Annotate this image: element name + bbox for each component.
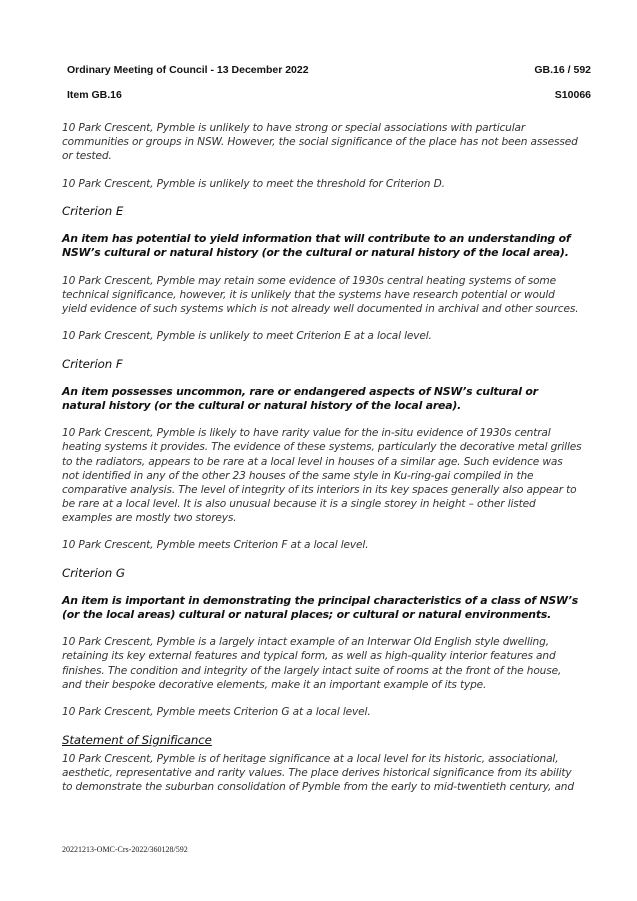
footer-reference: 20221213-OMC-Crs-2022/360128/592 <box>62 845 188 854</box>
paragraph-criterion-d-conclusion: 10 Park Crescent, Pymble is unlikely to meet the threshold for Criterion D. <box>62 177 445 190</box>
criterion-g-heading: Criterion G <box>62 566 125 581</box>
criterion-e-description: An item has potential to yield information that will contribute to an understanding of NSW’s cultural or natural history (or the cultural or natural history of the local area). <box>62 231 571 260</box>
document-body <box>62 121 582 808</box>
paragraph-criterion-f-conclusion: 10 Park Crescent, Pymble meets Criterion F at a local level. <box>62 539 369 552</box>
statement-of-significance-heading: Statement of Significance <box>62 732 212 747</box>
item-label: Item GB.16 <box>67 89 122 101</box>
paragraph-social-significance: 10 Park Crescent, Pymble is unlikely to have strong or special associations with particular communities or groups in NSW. However, the social significance of the place has not been assessed or tested. <box>62 122 578 163</box>
paragraph-criterion-g-assessment: 10 Park Crescent, Pymble is a largely intact example of an Interwar Old English style dwelling, retaining its key external features and typical form, as well as high-quality interior features and finishes. The condition and integrity of the largely intact suite of rooms at the front of the house, and their bespoke decorative elements, make it an important example of its type. <box>62 636 562 691</box>
criterion-f-description: An item possesses uncommon, rare or endangered aspects of NSW’s cultural or natural history (or the cultural or natural history of the local area). <box>62 384 538 412</box>
paragraph-statement-of-significance: 10 Park Crescent, Pymble is of heritage significance at a local level for its historic, associational, aesthetic, representative and rarity values. The place derives historical significance from its ability to demonstrate the suburban consolidation of Pymble from the early to mid-twentieth century, and <box>62 752 574 794</box>
paragraph-criterion-e-assessment: 10 Park Crescent, Pymble may retain some evidence of 1930s central heating systems of some technical significance, however, it is unlikely that the systems have research potential or would yield evidence of such systems which is not already well documented in archival and other sources. <box>62 274 579 315</box>
paragraph-criterion-e-conclusion: 10 Park Crescent, Pymble is unlikely to meet Criterion E at a local level. <box>62 330 432 343</box>
document-code: S10066 <box>554 89 591 101</box>
paragraph-criterion-g-conclusion: 10 Park Crescent, Pymble meets Criterion G at a local level. <box>62 706 371 719</box>
page-reference: GB.16 / 592 <box>534 64 591 76</box>
criterion-g-description: An item is important in demonstrating the principal characteristics of a class of NSW’s (or the local areas) cultural or natural places; or cultural or natural environments. <box>62 593 579 621</box>
criterion-f-heading: Criterion F <box>62 357 123 372</box>
meeting-title: Ordinary Meeting of Council - 13 December 2022 <box>67 64 309 76</box>
criterion-e-heading: Criterion E <box>62 204 124 219</box>
paragraph-criterion-f-assessment: 10 Park Crescent, Pymble is likely to have rarity value for the in-situ evidence of 1930s central heating systems it provides. The evidence of these systems, particularly the decorative metal grilles to the radiators, appears to be rare at a local level in houses of a similar age. Such evidence was not identified in any of the other 23 houses of the same style in Ku-ring-gai compiled in the comparative analysis. The level of integrity of its interiors in its key spaces generally also appear to be rare at a local level. It is also unusual because it is a single storey in height – other listed examples are mostly two storeys. <box>62 427 582 524</box>
